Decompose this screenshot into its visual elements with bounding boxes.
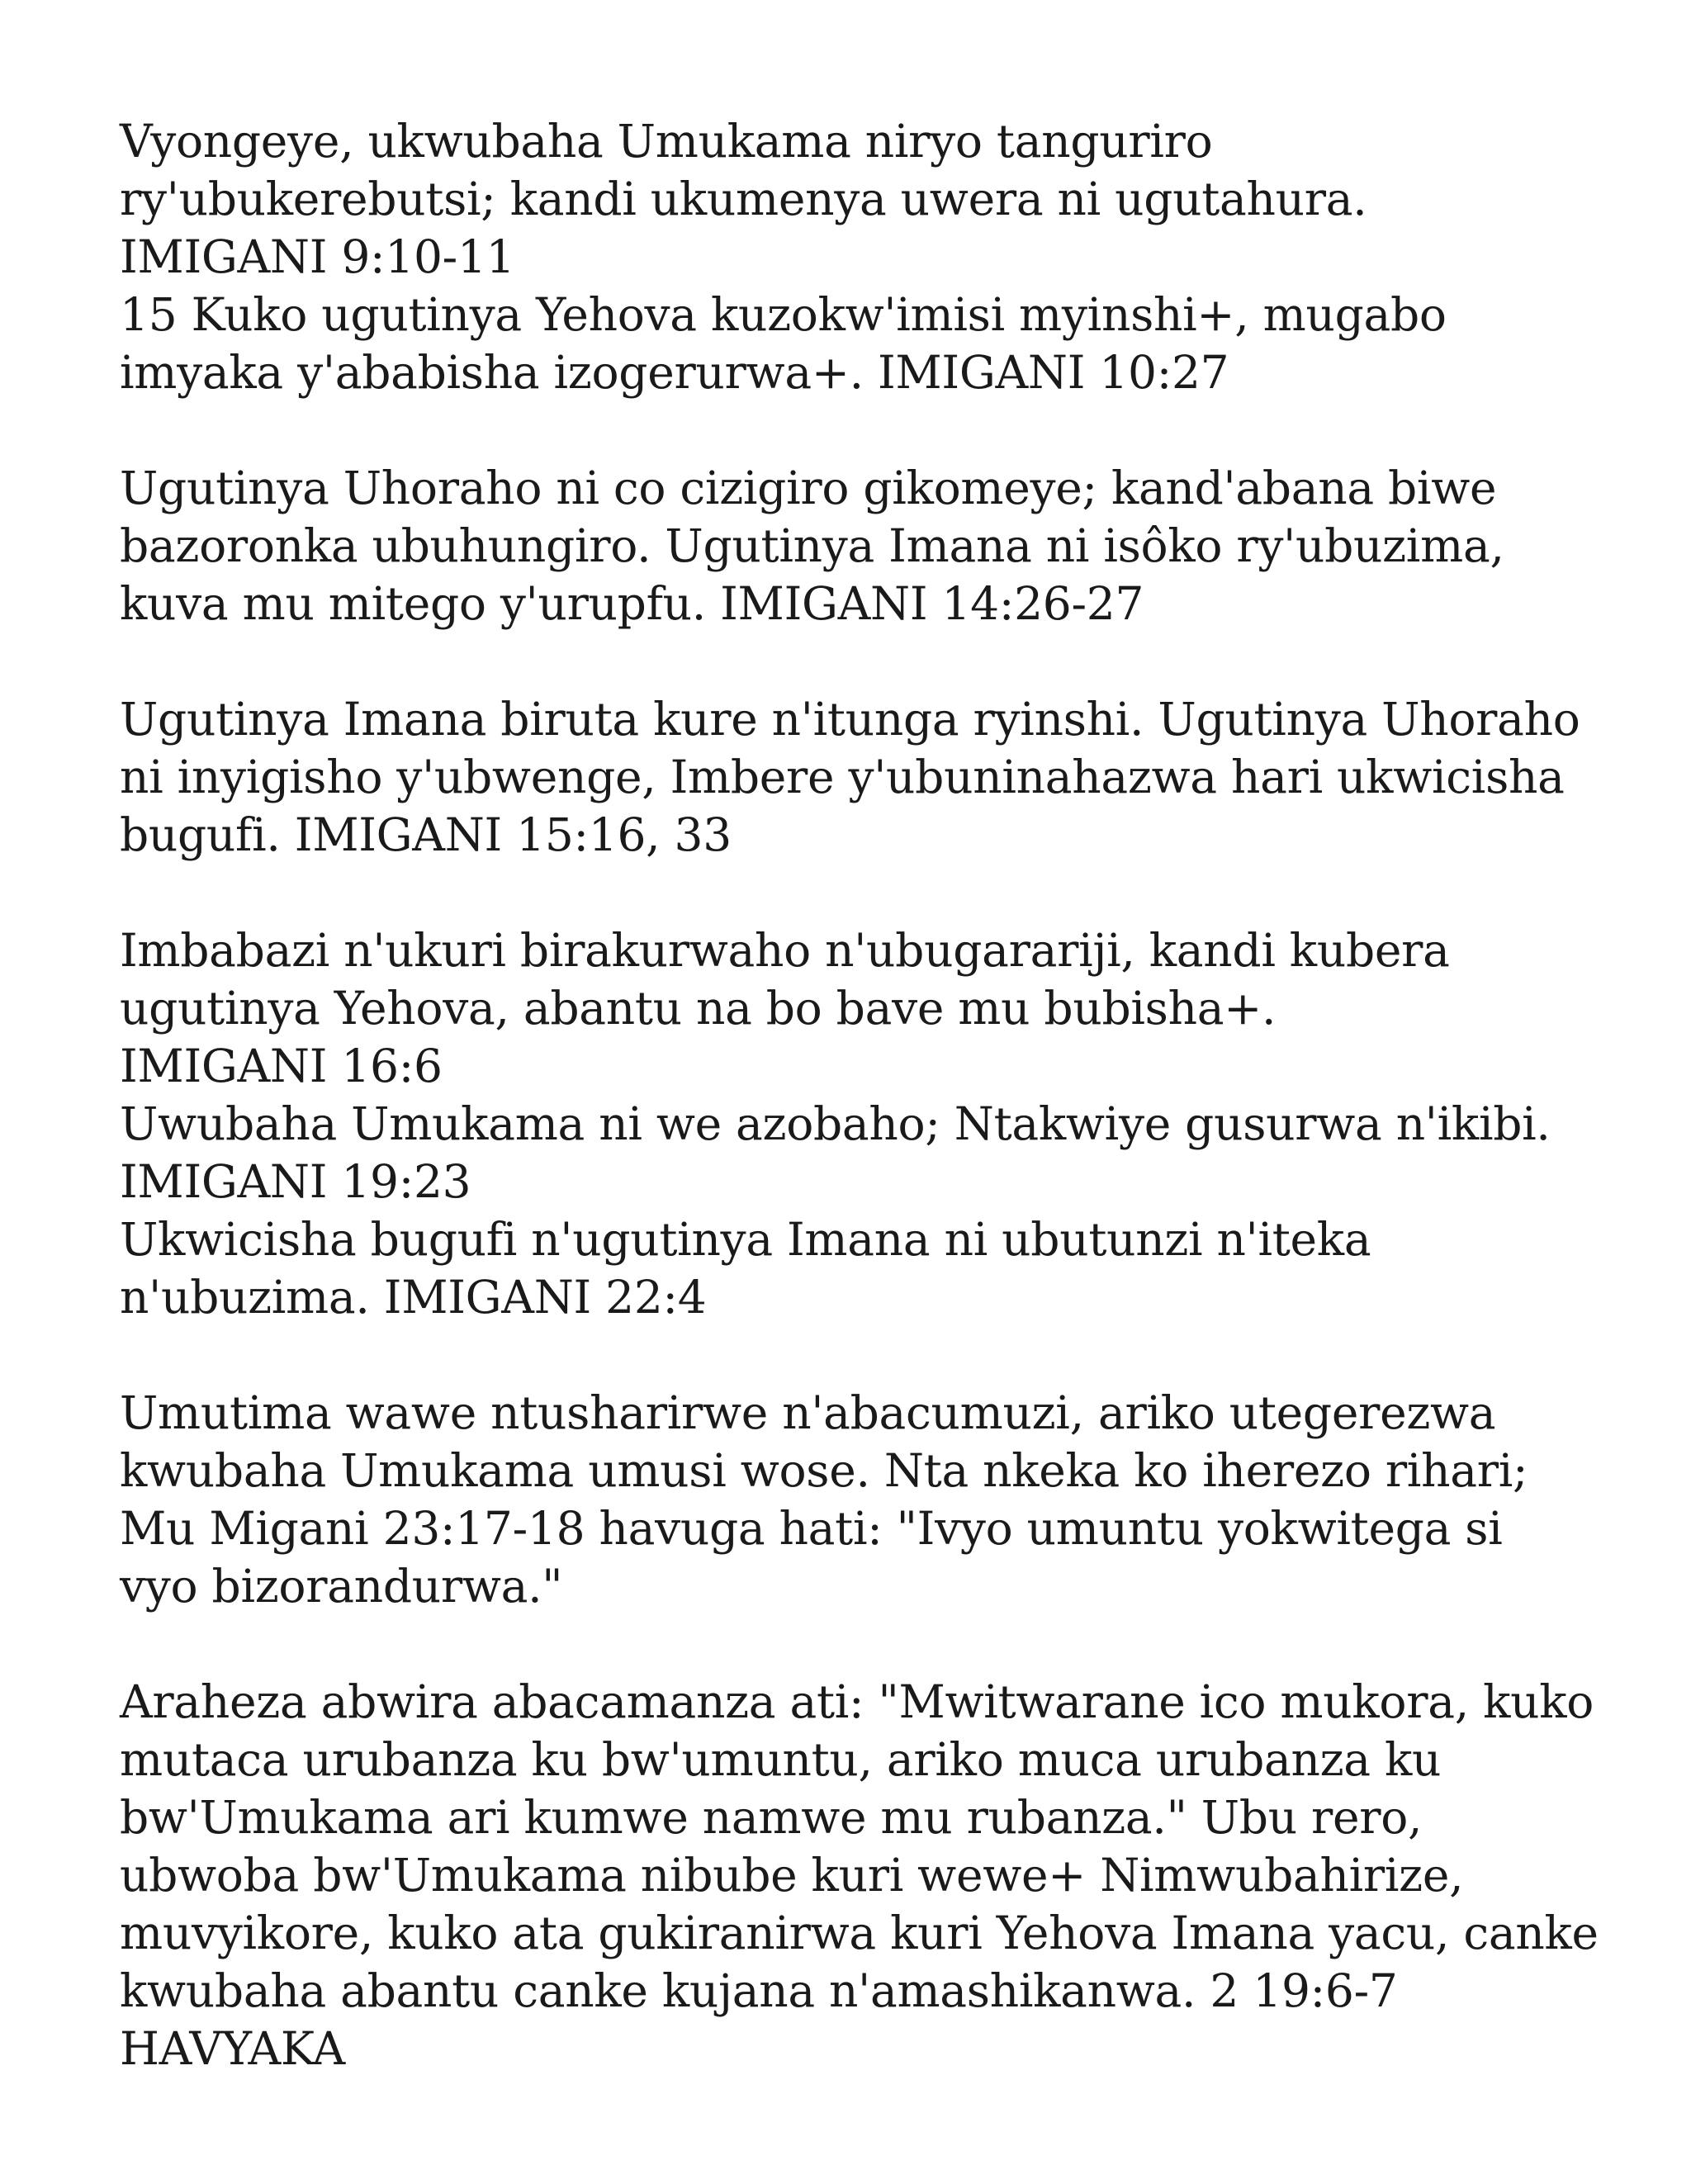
text-line: Ugutinya Uhoraho ni co cizigiro gikomeye; kand'abana biwe	[120, 462, 1497, 514]
text-line: ry'ubukerebutsi; kandi ukumenya uwera ni ugutahura.	[120, 173, 1367, 225]
document-page	[120, 112, 1606, 2077]
text-line: bw'Umukama ari kumwe namwe mu rubanza." Ubu rero,	[120, 1791, 1423, 1844]
text-line: ugutinya Yehova, abantu na bo bave mu bubisha+.	[120, 982, 1277, 1035]
text-line: bugufi. IMIGANI 15:16, 33	[120, 808, 732, 861]
text-line: Imbabazi n'ukuri birakurwaho n'ubugarariji, kandi kubera	[120, 924, 1450, 977]
text-line: kuva mu mitego y'urupfu. IMIGANI 14:26-27	[120, 577, 1144, 630]
paragraph	[120, 690, 1606, 864]
text-line: imyaka y'ababisha izogerurwa+. IMIGANI 10:27	[120, 346, 1229, 399]
text-line: ubwoba bw'Umukama nibube kuri wewe+ Nimwubahirize,	[120, 1849, 1464, 1902]
text-line: Ukwicisha bugufi n'ugutinya Imana ni ubutunzi n'iteka	[120, 1213, 1371, 1266]
text-line: Araheza abwira abacamanza ati: "Mwitwarane ico mukora, kuko	[120, 1675, 1594, 1728]
paragraph	[120, 1384, 1606, 1615]
paragraph-gap	[120, 401, 1606, 459]
text-line: vyo bizorandurwa."	[120, 1560, 563, 1613]
text-line: HAVYAKA	[120, 2022, 345, 2075]
text-line: ni inyigisho y'ubwenge, Imbere y'ubuninahazwa hari ukwicisha	[120, 751, 1565, 803]
text-line: n'ubuzima. IMIGANI 22:4	[120, 1271, 707, 1324]
text-line: Umutima wawe ntusharirwe n'abacumuzi, ariko utegerezwa	[120, 1386, 1496, 1439]
text-line: mutaca urubanza ku bw'umuntu, ariko muca urubanza ku	[120, 1733, 1442, 1786]
paragraph-gap	[120, 1615, 1606, 1673]
paragraph	[120, 1673, 1606, 2077]
text-line: IMIGANI 16:6	[120, 1040, 443, 1092]
text-line: IMIGANI 9:10-11	[120, 230, 515, 283]
paragraph	[120, 921, 1606, 1326]
paragraph-gap	[120, 1326, 1606, 1384]
paragraph	[120, 112, 1606, 401]
text-line: muvyikore, kuko ata gukiranirwa kuri Yehova Imana yacu, canke	[120, 1907, 1599, 1959]
text-line: bazoronka ubuhungiro. Ugutinya Imana ni isôko ry'ubuzima,	[120, 519, 1504, 572]
text-line: kwubaha abantu canke kujana n'amashikanwa. 2 19:6-7	[120, 1964, 1398, 2017]
paragraph-gap	[120, 632, 1606, 690]
text-line: kwubaha Umukama umusi wose. Nta nkeka ko iherezo rihari;	[120, 1444, 1528, 1497]
text-line: Uwubaha Umukama ni we azobaho; Ntakwiye gusurwa n'ikibi.	[120, 1097, 1551, 1150]
text-line: Mu Migani 23:17-18 havuga hati: "Ivyo umuntu yokwitega si	[120, 1502, 1503, 1555]
text-line: 15 Kuko ugutinya Yehova kuzokw'imisi myinshi+, mugabo	[120, 288, 1447, 341]
text-line: Vyongeye, ukwubaha Umukama niryo tanguriro	[120, 115, 1213, 168]
text-line: Ugutinya Imana biruta kure n'itunga ryinshi. Ugutinya Uhoraho	[120, 693, 1580, 746]
paragraph	[120, 459, 1606, 632]
text-line: IMIGANI 19:23	[120, 1155, 471, 1208]
paragraph-gap	[120, 864, 1606, 921]
